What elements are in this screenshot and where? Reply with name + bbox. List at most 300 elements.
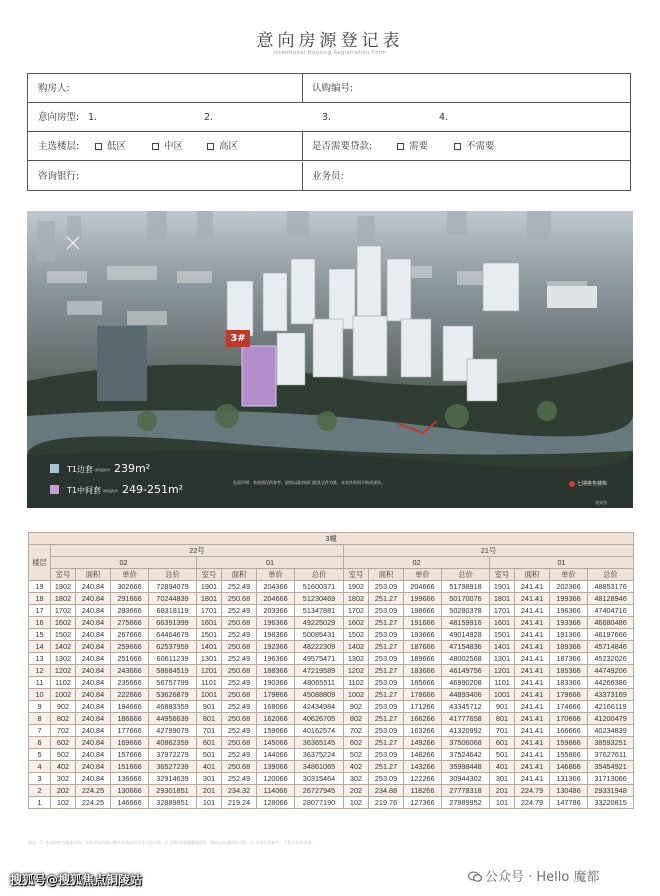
table-cell: 196366 [257,617,295,629]
table-cell: 1301 [490,653,515,665]
table-cell: 241.41 [515,629,550,641]
table-cell: 241.41 [515,593,550,605]
table-cell: 45714846 [588,641,634,653]
column-header: 室号 [51,569,76,581]
table-cell: 48222309 [295,641,344,653]
table-cell: 1902 [51,581,76,593]
unit-type-option-2[interactable]: 2. [204,112,214,123]
floor-cell: 15 [29,629,51,641]
table-cell: 253.09 [369,677,404,689]
table-cell: 250.68 [222,737,257,749]
table-cell: 250.68 [222,713,257,725]
floor-high-label: 高区 [219,141,239,152]
table-cell: 30944302 [442,773,490,785]
table-cell: 1802 [344,593,369,605]
table-cell: 166666 [550,725,588,737]
floor-low-label: 低区 [107,141,127,152]
loan-no-checkbox[interactable] [454,132,495,161]
table-row [29,641,634,653]
legend-item-middle-unit [50,483,183,496]
footnote: 备注：1. 本表价格为备案价格，实际成交价格以签订的商品房买卖合同为准；2. 面积为预测建筑面积，最终以实测面积为准；3. 本表仅供参考，不作为任何承诺。 [28,840,316,845]
form-row-unit-type [28,103,630,132]
table-cell: 240.84 [76,629,111,641]
column-header: 室号 [197,569,222,581]
form-row-buyer [28,74,630,103]
unit-type-option-1[interactable]: 1. [88,112,98,123]
table-cell: 302666 [111,581,149,593]
column-header: 室号 [344,569,369,581]
table-cell: 139066 [257,761,295,773]
table-cell: 301 [197,773,222,785]
table-cell: 1701 [490,605,515,617]
rendering-credit: 效果图 [595,500,607,505]
pin-label: 七期推售楼栋 [569,480,607,487]
table-cell: 44266386 [588,677,634,689]
table-cell: 601 [490,737,515,749]
building-21-header: 21号 [344,545,634,557]
column-header-row [29,569,634,581]
column-header: 面积 [222,569,257,581]
table-cell: 802 [51,713,76,725]
table-cell: 43345712 [442,701,490,713]
floor-mid-checkbox[interactable] [152,132,183,161]
table-cell: 801 [490,713,515,725]
table-cell: 202 [51,785,76,797]
page-title: 意向房源登记表 [256,31,404,51]
table-cell: 234.88 [369,785,404,797]
table-cell: 1302 [344,653,369,665]
table-row [29,593,634,605]
table-cell: 51600371 [295,581,344,593]
agent-label[interactable]: 业务员: [312,171,344,182]
table-cell: 1101 [197,677,222,689]
table-cell: 191366 [550,629,588,641]
checkbox-icon [152,143,159,150]
table-cell: 241.41 [515,677,550,689]
table-cell: 252.49 [222,581,257,593]
table-cell: 1202 [344,665,369,677]
table-cell: 47154836 [442,641,490,653]
table-cell: 193666 [404,629,442,641]
table-cell: 251.27 [369,665,404,677]
table-cell: 241.41 [515,761,550,773]
table-cell: 235666 [111,677,149,689]
table-cell: 250.68 [222,641,257,653]
table-cell: 51347881 [295,605,344,617]
table-row [29,773,634,785]
table-cell: 241.41 [515,713,550,725]
column-header: 面积 [369,569,404,581]
table-cell: 241.41 [515,641,550,653]
table-cell: 32914639 [149,773,197,785]
table-cell: 241.41 [515,701,550,713]
table-cell: 701 [197,725,222,737]
checkbox-icon [207,143,214,150]
table-cell: 44956639 [149,713,197,725]
table-cell: 702 [344,725,369,737]
table-cell: 241.41 [515,725,550,737]
floor-cell: 18 [29,593,51,605]
unit-type-option-4[interactable]: 4. [439,112,449,123]
table-cell: 202366 [550,581,588,593]
table-cell: 240.84 [76,581,111,593]
table-row [29,737,634,749]
table-cell: 1101 [490,677,515,689]
table-cell: 27989952 [442,797,490,809]
table-cell: 183366 [550,677,588,689]
table-cell: 149266 [404,737,442,749]
table-cell: 702 [51,725,76,737]
table-cell: 148266 [404,749,442,761]
table-cell: 143266 [404,761,442,773]
price-table [28,532,634,809]
loan-yes-checkbox[interactable] [397,132,428,161]
column-header: 室号 [490,569,515,581]
table-cell: 602 [344,737,369,749]
table-cell: 36375224 [295,749,344,761]
table-cell: 159866 [550,737,588,749]
table-cell: 35998448 [442,761,490,773]
table-cell: 251.27 [369,689,404,701]
table-cell: 240.84 [76,749,111,761]
column-header: 总价 [149,569,197,581]
table-cell: 1801 [197,593,222,605]
table-cell: 241.41 [515,689,550,701]
table-cell: 701 [490,725,515,737]
table-cell: 1201 [197,665,222,677]
table-cell: 49014928 [442,629,490,641]
wechat-icon [468,871,482,882]
table-cell: 43373169 [588,689,634,701]
table-cell: 253.09 [369,773,404,785]
table-cell: 187366 [550,653,588,665]
table-cell: 401 [490,761,515,773]
table-cell: 241.41 [515,653,550,665]
table-cell: 1001 [197,689,222,701]
table-cell: 46680486 [588,617,634,629]
table-cell: 130486 [550,785,588,797]
unit-header: 01 [490,557,634,569]
table-cell: 40162574 [295,725,344,737]
table-row [29,785,634,797]
table-cell: 250.68 [222,617,257,629]
column-header: 单价 [404,569,442,581]
floor-cell: 16 [29,617,51,629]
table-cell: 219.24 [222,797,257,809]
table-cell: 302 [344,773,369,785]
table-cell: 114066 [257,785,295,797]
table-cell: 1702 [51,605,76,617]
table-cell: 50085431 [295,629,344,641]
table-cell: 801 [197,713,222,725]
table-cell: 241.41 [515,665,550,677]
building-22-header: 22号 [51,545,344,557]
floor-low-checkbox[interactable] [95,132,126,161]
table-cell: 28077190 [295,797,344,809]
table-cell: 40234839 [588,725,634,737]
unit-header: 02 [51,557,197,569]
column-header: 总价 [588,569,634,581]
legend-item-edge-unit [50,462,150,475]
table-cell: 253.09 [369,653,404,665]
table-row [29,665,634,677]
checkbox-icon [454,143,461,150]
table-cell: 1402 [344,641,369,653]
table-cell: 250.68 [222,665,257,677]
column-header: 面积 [515,569,550,581]
table-cell: 1502 [51,629,76,641]
table-cell: 502 [344,749,369,761]
table-cell: 72894079 [149,581,197,593]
table-cell: 47219589 [295,665,344,677]
table-cell: 1202 [51,665,76,677]
table-cell: 118266 [404,785,442,797]
floor-cell: 19 [29,581,51,593]
table-cell: 1402 [51,641,76,653]
floor-header: 楼层 [29,545,51,581]
table-cell: 199366 [550,593,588,605]
table-cell: 224.25 [76,797,111,809]
table-cell: 41200479 [588,713,634,725]
table-cell: 502 [51,749,76,761]
disclaimer-note: 免责声明：效果图仅供参考，最终以政府部门批准文件为准，本宣传资料不构成要约。 [233,480,385,485]
table-cell: 30315464 [295,773,344,785]
table-cell: 131366 [550,773,588,785]
table-row [29,581,634,593]
form-divider [302,74,303,103]
table-cell: 179666 [550,689,588,701]
legend-name: T1边套 [67,465,93,474]
order-no-label[interactable]: 认购编号: [312,83,354,94]
table-cell: 601 [197,737,222,749]
table-cell: 240.84 [76,725,111,737]
table-cell: 240.84 [76,761,111,773]
table-cell: 201 [490,785,515,797]
table-cell: 204666 [257,593,295,605]
table-cell: 130666 [111,785,149,797]
table-cell: 251.27 [369,593,404,605]
table-cell: 38593251 [588,737,634,749]
table-cell: 189666 [404,653,442,665]
table-cell: 224.79 [515,785,550,797]
table-cell: 196366 [550,605,588,617]
table-cell: 127366 [404,797,442,809]
table-cell: 1802 [51,593,76,605]
table-cell: 120066 [257,773,295,785]
column-header: 单价 [550,569,588,581]
table-cell: 48128946 [588,593,634,605]
table-cell: 1401 [490,641,515,653]
table-row [29,677,634,689]
table-cell: 1301 [197,653,222,665]
table-cell: 45232026 [588,653,634,665]
table-cell: 42789079 [149,725,197,737]
table-cell: 250.68 [222,689,257,701]
column-header: 面积 [76,569,111,581]
table-cell: 240.84 [76,617,111,629]
table-cell: 159066 [257,725,295,737]
table-cell: 1902 [344,581,369,593]
loan-yes-label: 需要 [409,141,429,152]
table-cell: 174666 [550,701,588,713]
table-cell: 44749206 [588,665,634,677]
table-cell: 194666 [111,701,149,713]
floor-cell: 9 [29,701,51,713]
table-cell: 401 [197,761,222,773]
table-cell: 41777658 [442,713,490,725]
table-cell: 240.84 [76,665,111,677]
page-subtitle: Intentional Housing Registration Form [273,50,387,56]
table-cell: 155866 [550,749,588,761]
table-cell: 177666 [111,725,149,737]
table-cell: 157666 [111,749,149,761]
table-cell: 222666 [111,689,149,701]
table-cell: 26727945 [295,785,344,797]
form-row-floor [28,132,630,161]
table-cell: 1501 [197,629,222,641]
table-cell: 224.25 [76,785,111,797]
table-cell: 241.41 [515,749,550,761]
table-cell: 136666 [111,773,149,785]
table-cell: 189366 [550,641,588,653]
table-row [29,797,634,809]
table-cell: 35454921 [588,761,634,773]
table-cell: 198366 [257,629,295,641]
table-cell: 29301851 [149,785,197,797]
table-cell: 40626705 [295,713,344,725]
table-cell: 251.27 [369,617,404,629]
table-cell: 240.84 [76,773,111,785]
legend-small: 建筑面积约 [102,488,118,493]
table-cell: 48853176 [588,581,634,593]
table-cell: 68318119 [149,605,197,617]
floor-cell: 3 [29,773,51,785]
floor-high-checkbox[interactable] [207,132,238,161]
floor-cell: 10 [29,689,51,701]
table-cell: 250.68 [222,593,257,605]
table-cell: 44893406 [442,689,490,701]
table-cell: 192366 [257,641,295,653]
table-cell: 47404716 [588,605,634,617]
building-tag: 3# [226,330,250,347]
table-cell: 191666 [404,617,442,629]
floor-cell: 17 [29,605,51,617]
table-cell: 240.84 [76,689,111,701]
table-cell: 36365145 [295,737,344,749]
table-cell: 902 [51,701,76,713]
table-cell: 201 [197,785,222,797]
table-cell: 36527239 [149,761,197,773]
table-cell: 101 [197,797,222,809]
table-cell: 240.84 [76,701,111,713]
table-cell: 190366 [257,677,295,689]
table-cell: 42434984 [295,701,344,713]
table-cell: 243666 [111,665,149,677]
unit-header: 01 [197,557,344,569]
table-cell: 1102 [51,677,76,689]
table-cell: 48159916 [442,617,490,629]
legend-name: T1中间套 [67,486,101,495]
table-cell: 151666 [111,761,149,773]
table-cell: 251666 [111,653,149,665]
table-cell: 402 [51,761,76,773]
floor-cell: 8 [29,713,51,725]
table-cell: 46149756 [442,665,490,677]
table-cell: 50170076 [442,593,490,605]
legend-swatch [50,485,59,494]
table-cell: 51798918 [442,581,490,593]
table-cell: 1601 [197,617,222,629]
table-cell: 187666 [404,641,442,653]
table-cell: 128066 [257,797,295,809]
unit-type-option-3[interactable]: 3. [322,112,332,123]
table-cell: 146666 [111,797,149,809]
table-row [29,701,634,713]
table-cell: 241.41 [515,737,550,749]
legend-area: 239m² [114,462,151,475]
table-cell: 253.09 [369,749,404,761]
table-cell: 219.76 [369,797,404,809]
table-row [29,629,634,641]
table-cell: 1401 [197,641,222,653]
table-cell: 240.84 [76,737,111,749]
table-cell: 203366 [257,605,295,617]
table-cell: 29331948 [588,785,634,797]
table-cell: 251.27 [369,713,404,725]
table-row [29,653,634,665]
bank-label[interactable]: 咨询银行: [38,171,80,182]
table-cell: 101 [490,797,515,809]
table-cell: 1601 [490,617,515,629]
table-cell: 252.49 [222,677,257,689]
table-cell: 1702 [344,605,369,617]
buyer-label[interactable]: 购房人: [38,83,70,94]
table-cell: 1901 [197,581,222,593]
table-cell: 901 [197,701,222,713]
table-cell: 122266 [404,773,442,785]
floor-label: 主选楼层: [38,141,80,152]
table-cell: 501 [197,749,222,761]
table-cell: 162066 [257,713,295,725]
table-cell: 252.49 [222,629,257,641]
table-cell: 198666 [404,605,442,617]
floor-cell: 7 [29,725,51,737]
table-cell: 241.41 [515,581,550,593]
table-cell: 179866 [257,689,295,701]
table-cell: 32889851 [149,797,197,809]
form-row-bank [28,162,630,191]
floor-cell: 2 [29,785,51,797]
table-cell: 40862359 [149,737,197,749]
floor-mid-label: 中区 [164,141,184,152]
table-cell: 802 [344,713,369,725]
table-cell: 41320992 [442,725,490,737]
table-cell: 1501 [490,629,515,641]
table-cell: 62537959 [149,641,197,653]
column-header: 单价 [257,569,295,581]
table-cell: 252.49 [222,773,257,785]
table-cell: 37627611 [588,749,634,761]
loan-label: 是否需要贷款: [312,141,373,152]
price-table-header [29,533,634,581]
table-cell: 64464679 [149,629,197,641]
table-cell: 37506068 [442,737,490,749]
table-cell: 169666 [111,737,149,749]
floor-cell: 14 [29,641,51,653]
column-header: 总价 [442,569,490,581]
floor-cell: 11 [29,677,51,689]
table-cell: 240.84 [76,593,111,605]
